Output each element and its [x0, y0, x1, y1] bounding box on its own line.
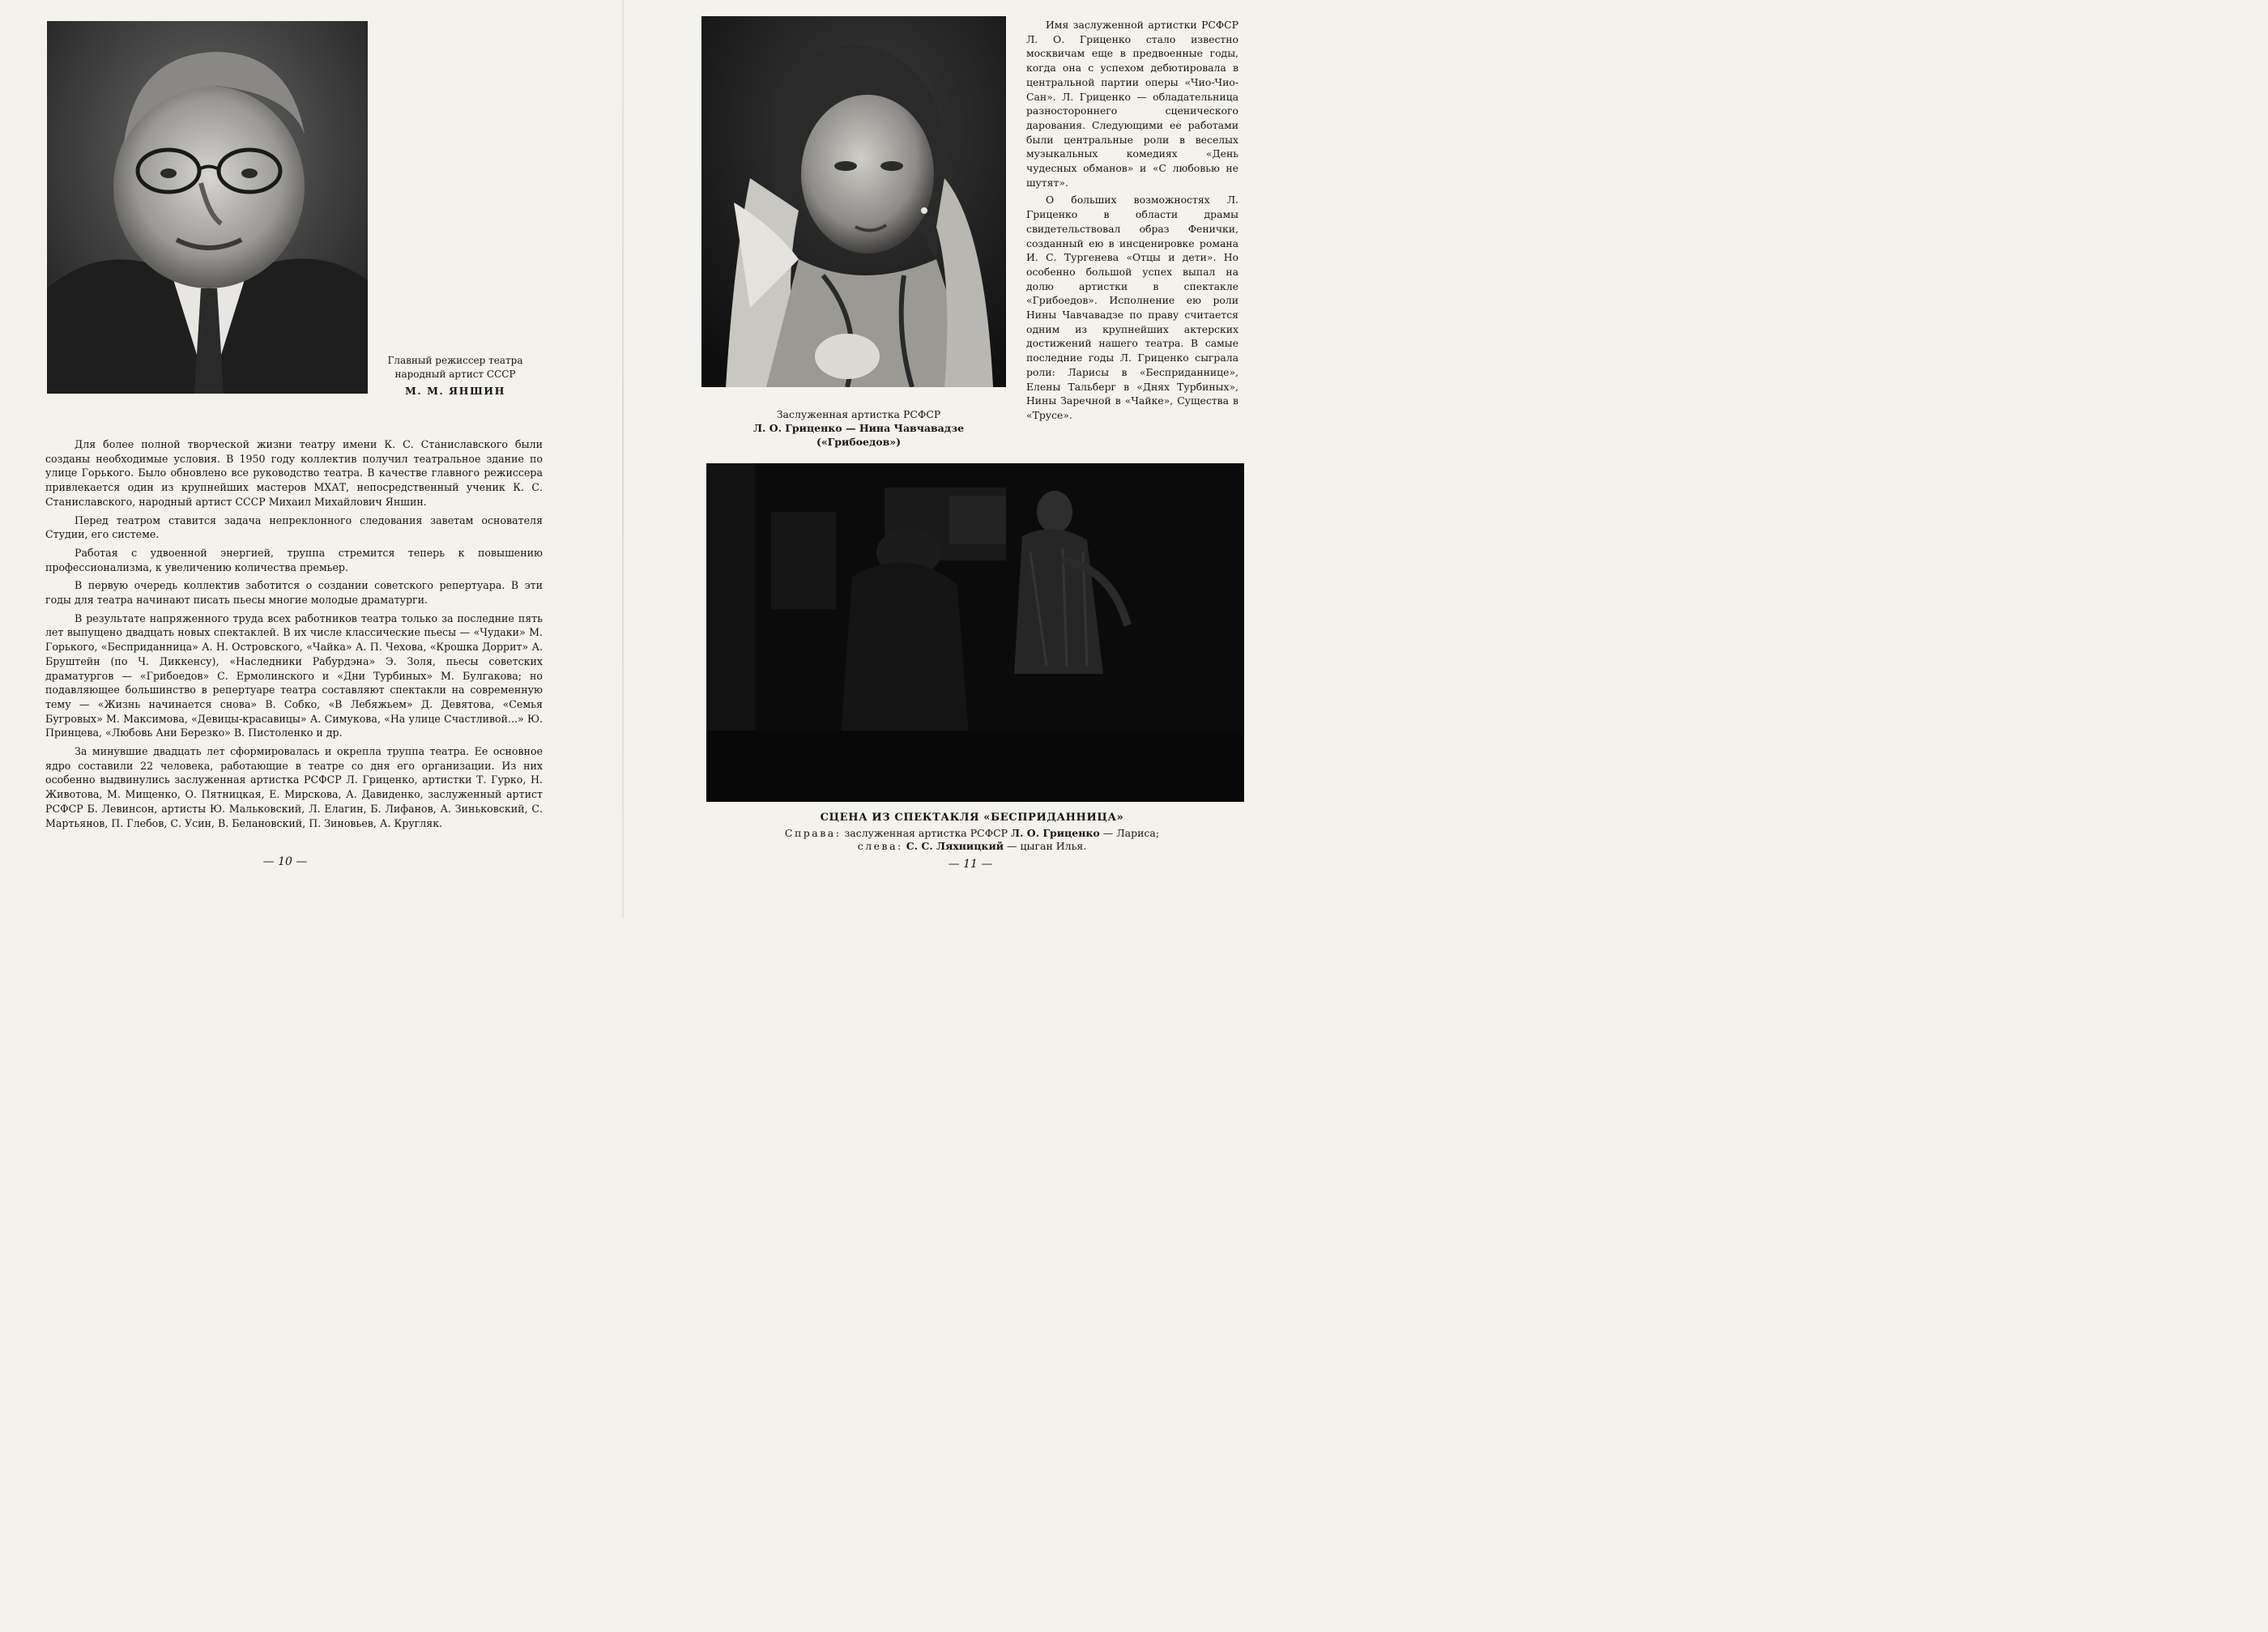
right-text: заслуженная артистка РСФСР — [844, 827, 1008, 839]
left-body-text — [45, 437, 543, 834]
paragraph: Имя заслуженной артистки РСФСР Л. О. Гриценко стало известно москвичам еще в предвоенные годы, когда она с успехом дебютировала в центральной партии оперы «Чио-Чио-Сан». Л. Гриценко — обладательница разностороннего сценического дарования. Следующими ее работами были центральные роли в веселых музыкальных комедиях «День чудесных обманов» и «С любовью не шутят». — [1026, 19, 1238, 189]
left-role: — цыган Илья. — [1007, 840, 1087, 852]
caption-line-2: Л. О. Гриценко — Нина Чавчавадзе — [752, 422, 965, 434]
scene-caption — [745, 812, 1199, 853]
stage-scene-photo — [706, 463, 1244, 802]
paragraph: В результате напряженного труда всех работников театра только за последние пять лет выпущено двадцать новых спектаклей. В их числе классические пьесы — «Чудаки» М. Горького, «Бесприданница» А. Н. Островского, «Чайка» А. П. Чехова, «Крошка Доррит» А. Бруштейн (по Ч. Диккенсу), «Наследники Рабурдэна» Э. Золя, пьесы советских драматургов — «Грибоедов» С. Ермолинского и «Дни Турбиных» М. Булгакова; но подавляющее большинство в репертуаре театра составляют спектакли на современную тему — «Жизнь начинается снова» В. Собко, «В Лебяжьем» Д. Девятова, «Семья Бугровых» М. Максимова, «Девицы-красавицы» А. Симукова, «На улице Счастливой...» Ю. Принцева, «Любовь Ани Березко» В. Пистоленко и др. — [45, 611, 543, 739]
actress-photo — [701, 16, 1006, 387]
paragraph: Перед театром ставится задача непреклонного следования заветам основателя Студии, его системе. — [45, 513, 543, 541]
right-body-text — [1026, 18, 1238, 426]
left-label: слева: — [857, 840, 903, 852]
caption-line-1: Главный режиссер театра — [387, 355, 523, 366]
right-name: Л. О. Гриценко — [1011, 827, 1100, 839]
caption-line-1: Заслуженная артистка РСФСР — [776, 408, 941, 420]
right-page — [624, 0, 1270, 918]
scene-title: СЦЕНА ИЗ СПЕКТАКЛЯ «БЕСПРИДАННИЦА» — [820, 812, 1124, 824]
caption-name: М. М. ЯНШИН — [405, 385, 505, 397]
right-label: Справа: — [784, 827, 842, 839]
actress-caption — [713, 407, 1004, 449]
caption-line-2: народный артист СССР — [394, 369, 516, 380]
paragraph: Для более полной творческой жизни театру имени К. С. Станиславского были созданы необходимые условия. В 1950 году коллектив получил театральное здание по улице Горького. Было обновлено все руководство театра. В качестве главного режиссера привлекается один из крупнейших мастеров МХАТ, непосредственный ученик К. С. Станиславского, народный артист СССР Михаил Михайлович Яншин. — [45, 438, 543, 508]
scene-caption-line-1 — [745, 827, 1199, 840]
paragraph: В первую очередь коллектив заботится о создании советского репертуара. В эти годы для театра начинают писать пьесы многие молодые драматурги. — [45, 579, 543, 607]
left-page — [0, 0, 624, 918]
page-number: — 10 — — [262, 855, 308, 868]
page-number: — 11 — — [948, 858, 993, 871]
left-name: С. С. Ляхницкий — [906, 840, 1004, 852]
portrait-photo — [47, 21, 368, 394]
paragraph: О больших возможностях Л. Гриценко в области драмы свидетельствовал образ Фенички, созданный ею в инсценировке романа И. С. Тургенева «Отцы и дети». Но особенно большой успех выпал на долю артистки в спектакле «Грибоедов». Исполнение ею роли Нины Чавчавадзе по праву считается одним из крупнейших актерских достижений нашего театра. В самые последние годы Л. Гриценко сыграла роли: Ларисы в «Бесприданнице», Елены Тальберг в «Днях Турбиных», Нины Заречной в «Чайке», Существа в «Трусе». — [1026, 194, 1238, 421]
paragraph: Работая с удвоенной энергией, труппа стремится теперь к повышению профессионализма, к увеличению количества премьер. — [45, 546, 543, 573]
right-role: — Лариса; — [1102, 827, 1160, 839]
caption-line-3: («Грибоедов») — [816, 436, 902, 448]
paragraph: За минувшие двадцать лет сформировалась и окрепла труппа театра. Ее основное ядро составили 22 человека, работающие в театре со дня его организации. Из них особенно выдвинулись заслуженная артистка РСФСР Л. Гриценко, артистки Т. Гурко, Н. Животова, М. Мищенко, О. Пятницкая, Е. Мирскова, А. Давиденко, заслуженный артист РСФСР Б. Левинсон, артисты Ю. Мальковский, Л. Елагин, Б. Лифанов, А. Зиньковский, С. Мартьянов, П. Глебов, С. Усин, В. Белановский, П. Зиновьев, А. Кругляк. — [45, 745, 543, 829]
scene-caption-line-2 — [745, 840, 1199, 853]
portrait-caption — [374, 354, 536, 398]
